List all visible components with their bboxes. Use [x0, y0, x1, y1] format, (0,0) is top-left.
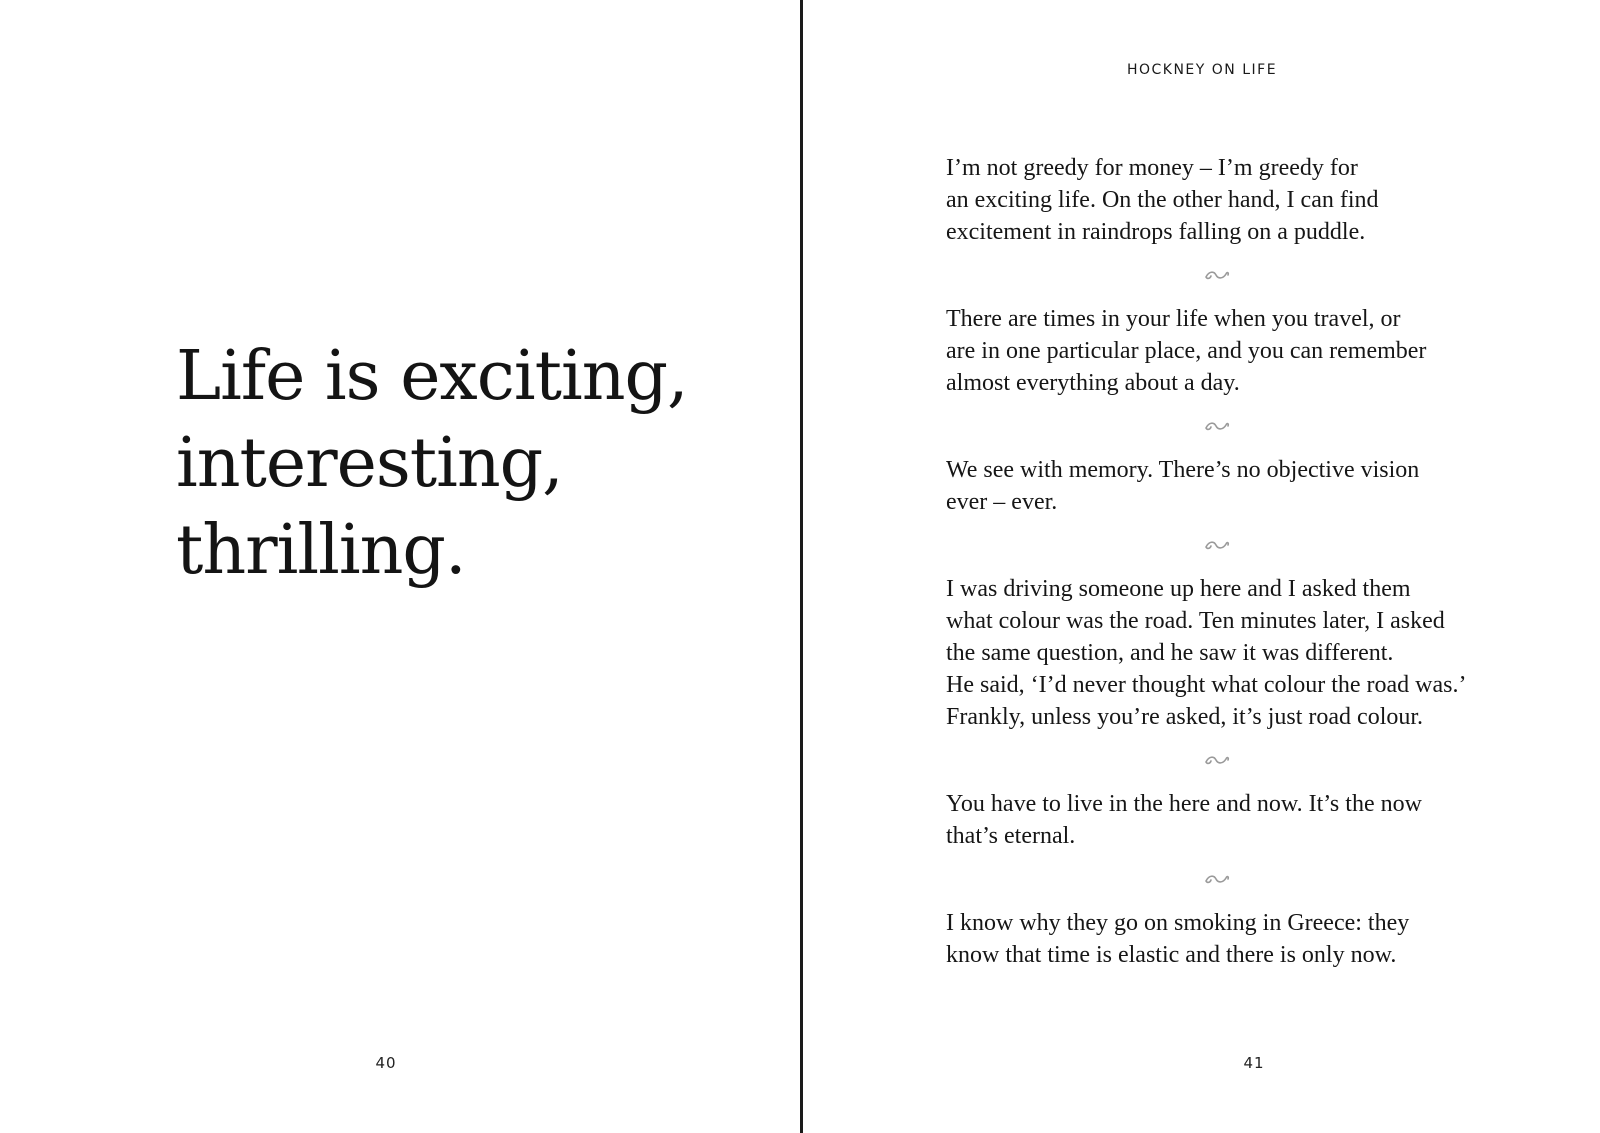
- quote-line: I was driving someone up here and I asked them: [946, 576, 1411, 602]
- pull-quote-line: Life is exciting,: [176, 337, 688, 416]
- spine-divider: [800, 0, 803, 1133]
- quote-paragraph: [946, 454, 1506, 518]
- quote-line: the same question, and he saw it was different.: [946, 640, 1394, 666]
- quote-line: He said, ‘I’d never thought what colour the road was.’: [946, 672, 1467, 698]
- fleuron-swash-icon: [1204, 269, 1230, 281]
- fleuron-swash-icon: [1204, 539, 1230, 551]
- quote-line: are in one particular place, and you can remember: [946, 338, 1427, 364]
- fleuron-swash-icon: [1204, 420, 1230, 432]
- quote-line: excitement in raindrops falling on a puddle.: [946, 219, 1366, 245]
- quote-line: ever – ever.: [946, 489, 1058, 515]
- page-number-left: 40: [375, 1054, 397, 1072]
- pull-quote-line: interesting,: [176, 424, 563, 503]
- quote-line: There are times in your life when you travel, or: [946, 306, 1401, 332]
- page-number-right: 41: [1243, 1054, 1265, 1072]
- quote-line: know that time is elastic and there is only now.: [946, 942, 1397, 968]
- running-head: HOCKNEY ON LIFE: [1126, 62, 1278, 78]
- right-page: [804, 0, 1600, 1133]
- quote-line: what colour was the road. Ten minutes later, I asked: [946, 608, 1445, 634]
- quote-line: I’m not greedy for money – I’m greedy for: [946, 155, 1358, 181]
- quote-paragraph: [946, 788, 1506, 852]
- quote-line: almost everything about a day.: [946, 370, 1240, 396]
- quote-list: [946, 152, 1506, 971]
- quote-line: an exciting life. On the other hand, I can find: [946, 187, 1379, 213]
- quote-paragraph: [946, 573, 1506, 733]
- quote-line: Frankly, unless you’re asked, it’s just road colour.: [946, 704, 1424, 730]
- pull-quote: [176, 333, 736, 594]
- fleuron-swash-icon: [1204, 873, 1230, 885]
- quote-line: You have to live in the here and now. It’s the now: [946, 791, 1422, 817]
- quote-line: that’s eternal.: [946, 823, 1076, 849]
- quote-line: We see with memory. There’s no objective vision: [946, 457, 1420, 483]
- fleuron-swash-icon: [1204, 754, 1230, 766]
- pull-quote-line: thrilling.: [176, 511, 466, 590]
- quote-paragraph: [946, 152, 1506, 248]
- quote-line: I know why they go on smoking in Greece: they: [946, 910, 1410, 936]
- quote-paragraph: [946, 303, 1506, 399]
- quote-paragraph: [946, 907, 1506, 971]
